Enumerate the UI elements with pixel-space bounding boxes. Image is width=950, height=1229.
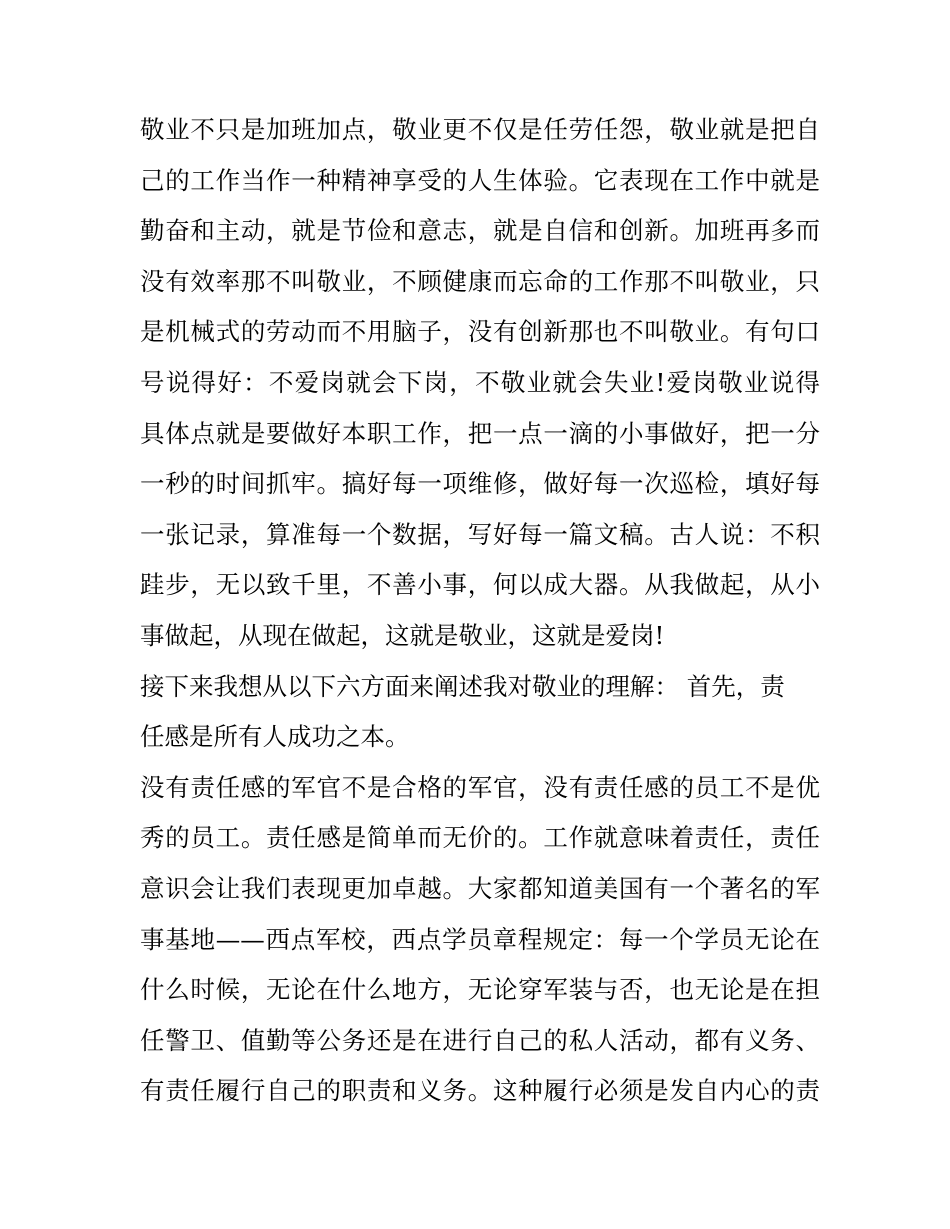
text-line: 敬业不只是加班加点，敬业更不仅是任劳任怨，敬业就是把自 <box>140 115 820 144</box>
text-line: 接下来我想从以下六方面来阐述我对敬业的理解： 首先，责 <box>140 671 785 701</box>
text-line: 没有责任感的军官不是合格的军官，没有责任感的员工不是优 <box>140 772 820 802</box>
text-line: 是机械式的劳动而不用脑子，没有创新那也不叫敬业。有句口 <box>140 317 820 347</box>
text-line: 没有效率那不叫敬业，不顾健康而忘命的工作那不叫敬业，只 <box>140 266 820 296</box>
document-body <box>140 105 820 1117</box>
text-line: 任警卫、值勤等公务还是在进行自己的私人活动，都有义务、 <box>140 1025 820 1055</box>
text-line: 有责任履行自己的职责和义务。这种履行必须是发自内心的责 <box>140 1076 820 1106</box>
text-line: 事基地——西点军校，西点学员章程规定：每一个学员无论在 <box>140 924 820 954</box>
text-line: 勤奋和主动，就是节俭和意志，就是自信和创新。加班再多而 <box>140 216 820 246</box>
text-line: 意识会让我们表现更加卓越。大家都知道美国有一个著名的军 <box>140 873 820 903</box>
text-line: 任感是所有人成功之本。 <box>140 722 410 752</box>
text-line: 具体点就是要做好本职工作，把一点一滴的小事做好，把一分 <box>140 418 820 448</box>
text-line: 号说得好：不爱岗就会下岗，不敬业就会失业!爱岗敬业说得 <box>140 367 820 397</box>
text-line: 秀的员工。责任感是简单而无价的。工作就意味着责任，责任 <box>140 823 820 853</box>
text-line: 跬步，无以致千里，不善小事，何以成大器。从我做起，从小 <box>140 570 820 600</box>
text-line: 一张记录，算准每一个数据，写好每一篇文稿。古人说：不积 <box>140 519 820 549</box>
text-line: 己的工作当作一种精神享受的人生体验。它表现在工作中就是 <box>140 165 820 195</box>
text-line: 什么时候，无论在什么地方，无论穿军装与否，也无论是在担 <box>140 975 820 1005</box>
text-line: 一秒的时间抓牢。搞好每一项维修，做好每一次巡检，填好每 <box>140 469 820 499</box>
text-line: 事做起，从现在做起，这就是敬业，这就是爱岗! <box>140 620 665 650</box>
